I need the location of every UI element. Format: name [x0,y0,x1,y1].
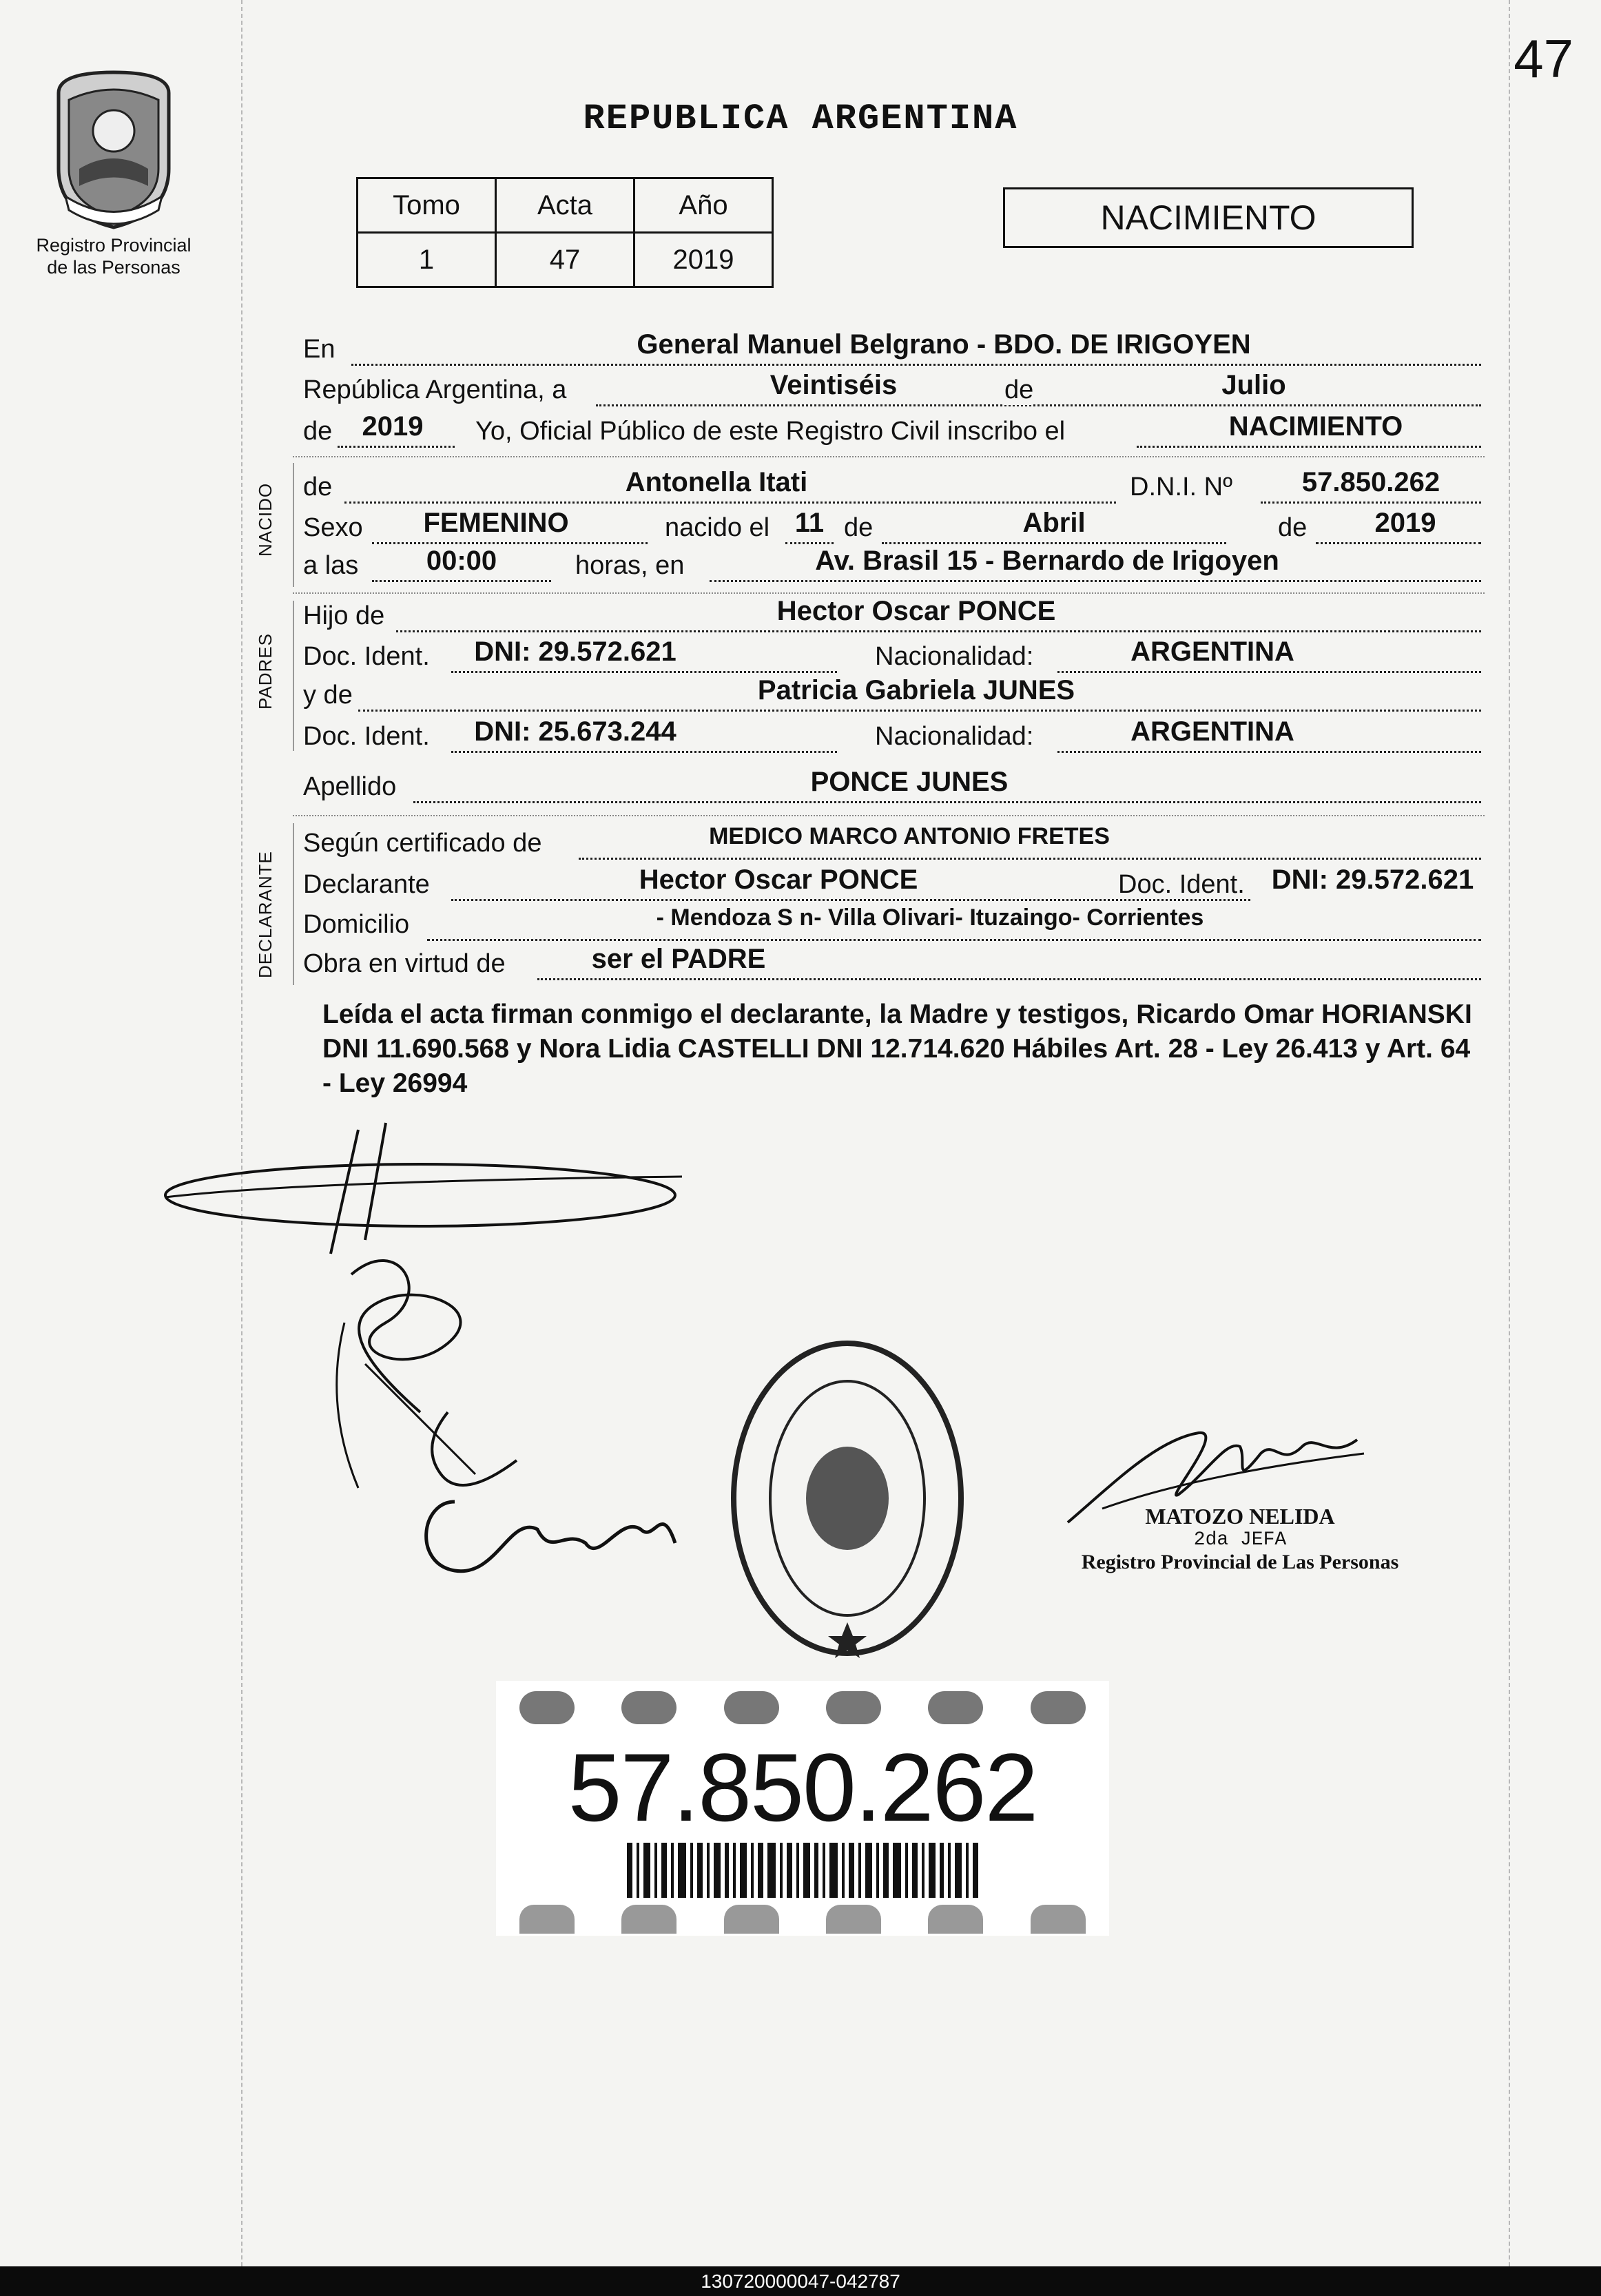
record-table-header-row [358,178,773,233]
label-birth-de: de [844,513,874,542]
section-label-nacido: NACIDO [255,482,276,557]
registry-watermark-icon [928,1905,983,1934]
value-birth-year: 2019 [1374,508,1436,538]
value-day-words: Veintiséis [769,370,898,400]
section-label-declarante: DECLARANTE [255,851,276,978]
dotted-line [1316,542,1481,544]
label-en: En [303,335,335,364]
dotted-line [351,364,1481,366]
value-father-doc: DNI: 29.572.621 [474,637,676,667]
official-name: MATOZO NELIDA [1145,1504,1335,1529]
barcode-icon [627,1843,985,1898]
label-declarant-doc: Doc. Ident. [1118,870,1245,899]
registry-watermark-icon [826,1905,881,1934]
right-margin-line [1509,0,1510,2266]
watermark-row-top [496,1691,1109,1729]
row-father-doc [303,637,1481,675]
official-text: Yo, Oficial Público de este Registro Civil inscribo el [475,417,1066,446]
label-born: nacido el [665,513,770,542]
dotted-line [537,978,1481,980]
provincial-logo [28,65,200,278]
page-number: 47 [1514,28,1573,89]
dotted-line [596,404,1481,406]
dotted-line [579,858,1481,860]
registry-watermark-icon [621,1691,676,1724]
registry-watermark-icon [826,1691,881,1724]
registry-caption-line1: Registro Provincial [36,235,192,256]
label-hours: horas, en [575,551,685,580]
barcode-sticker [496,1681,1109,1936]
value-birth-month: Abril [1022,508,1086,538]
dotted-line [1057,671,1481,673]
registry-watermark-icon [1031,1905,1086,1934]
label-certificate: Según certificado de [303,829,542,858]
value-anio: 2019 [634,233,773,287]
registry-watermark-icon [724,1905,779,1934]
dotted-line [710,580,1481,582]
dotted-line [338,446,455,448]
row-year [303,411,1481,450]
value-birth-place: Av. Brasil 15 - Bernardo de Irigoyen [815,546,1279,576]
header-anio: Año [634,178,773,233]
value-year: 2019 [362,411,424,442]
official-seal [723,1333,971,1664]
dotted-line [451,751,837,753]
label-de-year: de [303,417,333,446]
dotted-line [882,542,1226,544]
value-child-name: Antonella Itati [625,467,808,497]
barcode-number: 57.850.262 [568,1733,1037,1841]
row-capacity [303,944,1481,982]
value-month: Julio [1221,370,1286,400]
dotted-line [344,501,1116,504]
document-title: REPUBLICA ARGENTINA [583,99,1018,139]
label-father: Hijo de [303,601,385,630]
value-tomo: 1 [358,233,496,287]
row-address [303,904,1481,943]
label-declarant: Declarante [303,870,430,899]
label-time: a las [303,551,359,580]
value-surname: PONCE JUNES [810,767,1009,797]
label-de-name: de [303,473,333,501]
registry-watermark-icon [928,1691,983,1724]
official-org: Registro Provincial de Las Personas [1081,1551,1399,1573]
registry-caption-line2: de las Personas [47,257,180,278]
row-child-name [303,467,1481,506]
closing-statement: Leída el acta firman conmigo el declarante, la Madre y testigos, Ricardo Omar HORIANSKI DNI 11.690.568 y Nora Lidia CASTELLI DNI 12.714.620 Hábiles Art. 28 - Ley 26.413 y Art. 64 - Ley 26994 [322,1000,1472,1098]
value-place: General Manuel Belgrano - BDO. DE IRIGOYEN [637,329,1251,360]
handwritten-signatures [158,1116,723,1667]
label-birth-de2: de [1278,513,1308,542]
dotted-line [413,801,1481,803]
label-surname: Apellido [303,772,397,801]
registry-watermark-icon [519,1905,575,1934]
label-sex: Sexo [303,513,363,542]
row-declarant [303,865,1481,903]
row-mother [303,675,1481,714]
row-date [303,370,1481,408]
header-tomo: Tomo [358,178,496,233]
separator [293,815,1485,816]
value-father-name: Hector Oscar PONCE [776,596,1056,626]
value-capacity: ser el PADRE [591,944,766,974]
value-child-dni: 57.850.262 [1301,467,1440,497]
value-birth-day: 11 [794,508,825,538]
label-mother-nationality: Nacionalidad: [875,722,1034,751]
registry-watermark-icon [519,1691,575,1724]
dotted-line [1057,751,1481,753]
value-father-nationality: ARGENTINA [1130,637,1294,667]
misiones-coat-of-arms-icon [45,65,183,231]
dotted-line [358,710,1481,712]
dotted-line [451,671,837,673]
dotted-line [427,939,1481,941]
value-registration: NACIMIENTO [1228,411,1403,442]
registry-watermark-icon [1031,1691,1086,1724]
label-mother: y de [303,681,353,710]
label-address: Domicilio [303,910,410,939]
row-father [303,596,1481,634]
label-mother-doc: Doc. Ident. [303,722,430,751]
value-birth-time: 00:00 [426,546,497,576]
value-declarant: Hector Oscar PONCE [639,865,918,895]
row-place [303,329,1481,368]
value-mother-nationality: ARGENTINA [1130,716,1294,747]
row-certificate [303,823,1481,862]
section-border-padres [293,601,294,751]
record-type-box: NACIMIENTO [1003,187,1414,248]
value-acta: 47 [496,233,634,287]
value-certificate: MEDICO MARCO ANTONIO FRETES [709,823,1110,849]
watermark-row-bottom [496,1905,1109,1936]
dotted-line [372,580,551,582]
official-signature-block [1075,1504,1405,1574]
registry-caption [28,234,200,278]
dotted-line [1261,501,1481,504]
record-table [356,177,774,288]
label-father-nationality: Nacionalidad: [875,642,1034,671]
value-mother-name: Patricia Gabriela JUNES [757,675,1075,705]
label-capacity: Obra en virtud de [303,949,506,978]
label-father-doc: Doc. Ident. [303,642,430,671]
value-mother-doc: DNI: 25.673.244 [474,716,676,747]
separator [293,592,1485,594]
row-sex-birth [303,508,1481,546]
label-republica: República Argentina, a [303,375,567,404]
row-time-place [303,546,1481,584]
footer-code-bar: 130720000047-042787 [0,2266,1601,2296]
section-border-nacido [293,463,294,587]
row-mother-doc [303,716,1481,755]
label-de-month: de [1004,375,1034,404]
record-table-value-row [358,233,773,287]
dotted-line [372,542,648,544]
dotted-line [1137,446,1481,448]
value-declarant-doc: DNI: 29.572.621 [1271,865,1474,895]
value-address: - Mendoza S n- Villa Olivari- Ituzaingo- Corrientes [656,904,1204,931]
registry-watermark-icon [621,1905,676,1934]
official-role: 2da JEFA [1193,1529,1287,1551]
value-sex: FEMENINO [423,508,569,538]
label-dni: D.N.I. Nº [1130,473,1232,501]
section-border-declarante [293,823,294,985]
row-surname [303,767,1481,805]
section-label-padres: PADRES [255,633,276,710]
header-acta: Acta [496,178,634,233]
dotted-line [396,630,1481,632]
registry-watermark-icon [724,1691,779,1724]
separator [293,456,1485,457]
dotted-line [785,542,834,544]
